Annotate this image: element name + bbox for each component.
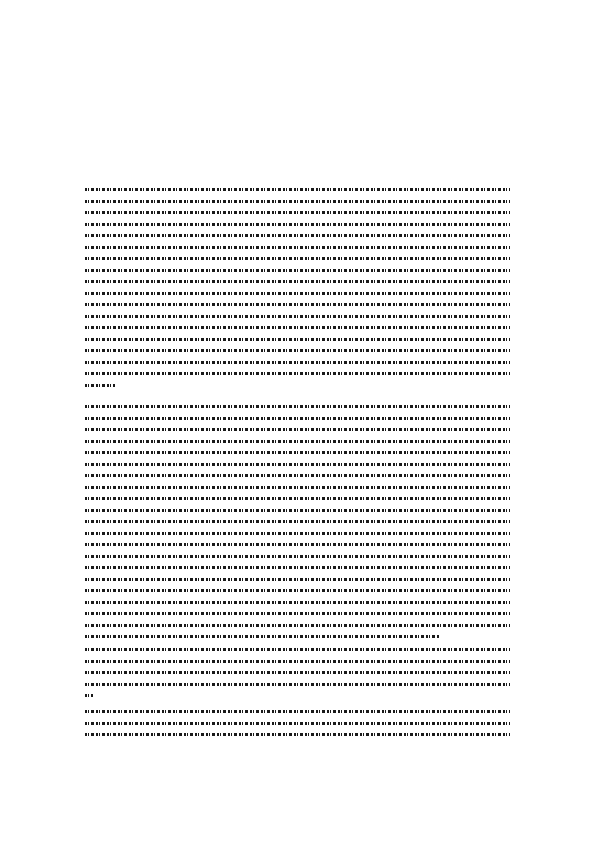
paragraph-1 (85, 184, 510, 400)
paragraph-line (85, 620, 510, 632)
paragraph-line (85, 528, 510, 540)
paragraph-line (85, 265, 510, 277)
paragraph-3 (85, 644, 510, 706)
paragraph-line (85, 631, 510, 643)
paragraph-line (85, 401, 510, 413)
paragraph-line (85, 299, 510, 311)
paragraph-line (85, 706, 510, 718)
paragraph-line (85, 585, 510, 597)
paragraph-line (85, 459, 510, 471)
paragraph-line (85, 667, 510, 679)
paragraph-line (85, 679, 510, 691)
paragraph-line (85, 656, 510, 668)
paragraph-4 (85, 706, 510, 756)
paragraph-line (85, 424, 510, 436)
paragraph-line (85, 357, 510, 369)
paragraph-line (85, 608, 510, 620)
paragraph-line (85, 470, 510, 482)
paragraph-line (85, 493, 510, 505)
paragraph-line (85, 184, 510, 196)
paragraph-line (85, 276, 510, 288)
paragraph-line (85, 413, 510, 425)
paragraph-line (85, 539, 510, 551)
paragraph-line (85, 574, 510, 586)
paragraph-line (85, 368, 510, 380)
paragraph-line (85, 288, 510, 300)
paragraph-line (85, 230, 510, 242)
paragraph-line (85, 334, 510, 346)
paragraph-line (85, 219, 510, 231)
paragraph-line (85, 196, 510, 208)
paragraph-line (85, 207, 510, 219)
paragraph-line (85, 311, 510, 323)
paragraph-line (85, 436, 510, 448)
paragraph-line (85, 597, 510, 609)
paragraph-2 (85, 401, 510, 643)
paragraph-line (85, 380, 510, 392)
paragraph-line (85, 447, 510, 459)
paragraph-line (85, 562, 510, 574)
paragraph-line (85, 242, 510, 254)
paragraph-line (85, 482, 510, 494)
paragraph-line (85, 551, 510, 563)
paragraph-line (85, 644, 510, 656)
paragraph-line (85, 505, 510, 517)
paragraph-line (85, 345, 510, 357)
paragraph-line (85, 729, 510, 741)
paragraph-line (85, 322, 510, 334)
paragraph-line (85, 718, 510, 730)
paragraph-line (85, 253, 510, 265)
paragraph-line (85, 690, 510, 702)
paragraph-line (85, 516, 510, 528)
